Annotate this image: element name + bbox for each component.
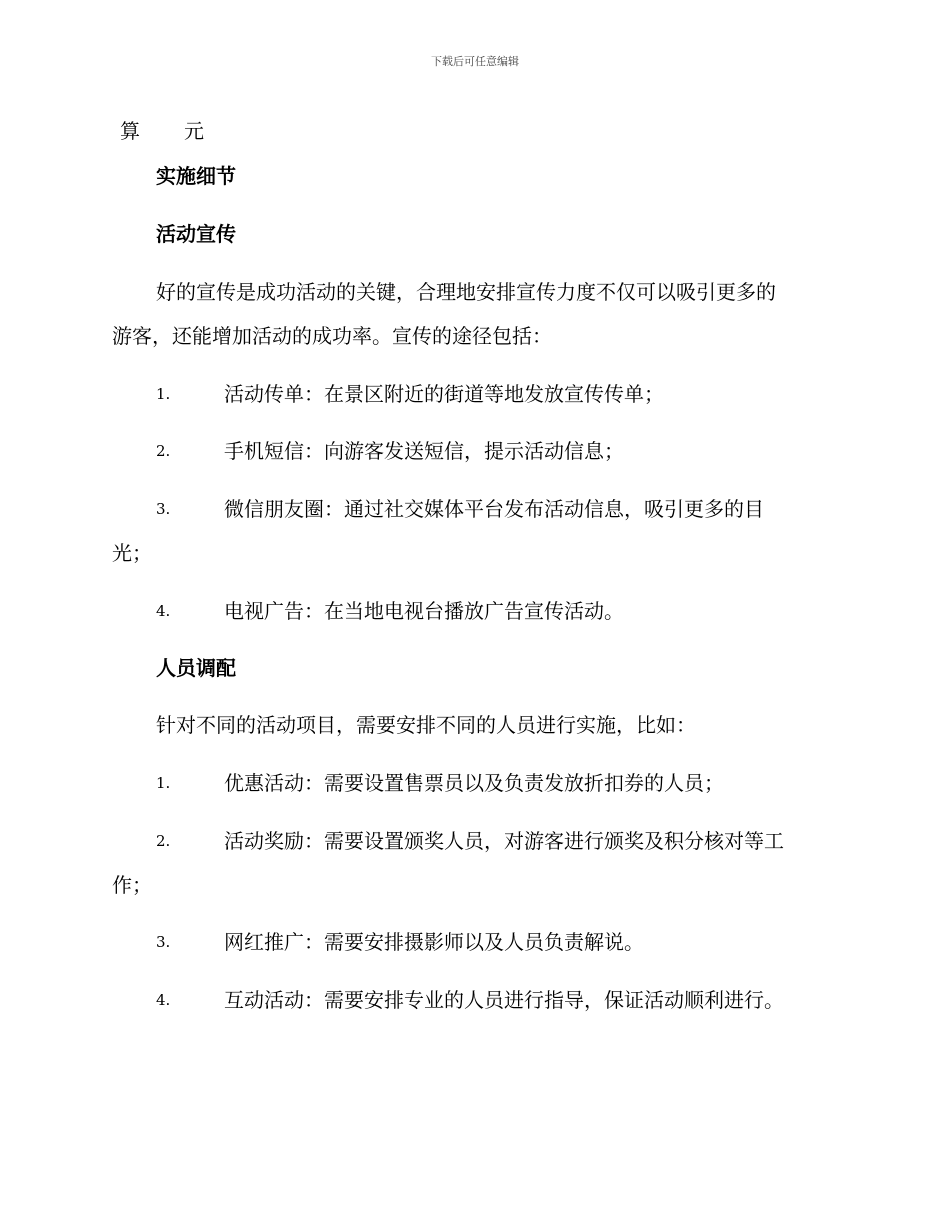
list-number: 1. <box>156 385 171 403</box>
section-heading-promotion: 活动宣传 <box>156 222 236 246</box>
fragment-right: 元 <box>184 119 204 143</box>
list-item: 活动传单：在景区附近的街道等地发放宣传传单； <box>224 382 664 406</box>
list-item-continuation: 作； <box>112 873 152 897</box>
list-item: 活动奖励：需要设置颁奖人员，对游客进行颁奖及积分核对等工 <box>224 829 784 853</box>
list-number: 1. <box>156 774 171 792</box>
budget-fragment <box>120 117 204 145</box>
list-item: 优惠活动：需要设置售票员以及负责发放折扣券的人员； <box>224 771 724 795</box>
list-item: 手机短信：向游客发送短信，提示活动信息； <box>224 439 624 463</box>
list-item: 微信朋友圈：通过社交媒体平台发布活动信息，吸引更多的目 <box>224 497 764 521</box>
list-number: 4. <box>156 602 171 620</box>
list-item: 网红推广：需要安排摄影师以及人员负责解说。 <box>224 930 644 954</box>
list-number: 3. <box>156 933 171 951</box>
list-number: 4. <box>156 991 171 1009</box>
list-item: 电视广告：在当地电视台播放广告宣传活动。 <box>224 599 624 623</box>
list-number: 2. <box>156 832 171 850</box>
list-number: 2. <box>156 442 171 460</box>
paragraph-promotion-line2: 游客，还能增加活动的成功率。宣传的途径包括： <box>112 324 552 348</box>
paragraph-staffing: 针对不同的活动项目，需要安排不同的人员进行实施，比如： <box>156 713 696 737</box>
page-header: 下载后可任意编辑 <box>431 55 519 68</box>
list-item-continuation: 光； <box>112 541 152 565</box>
section-heading-implementation: 实施细节 <box>156 164 236 188</box>
list-item: 互动活动：需要安排专业的人员进行指导，保证活动顺利进行。 <box>224 988 784 1012</box>
paragraph-promotion-line1: 好的宣传是成功活动的关键，合理地安排宣传力度不仅可以吸引更多的 <box>156 280 776 304</box>
fragment-left: 算 <box>120 119 140 143</box>
list-number: 3. <box>156 500 171 518</box>
section-heading-staffing: 人员调配 <box>156 656 236 680</box>
